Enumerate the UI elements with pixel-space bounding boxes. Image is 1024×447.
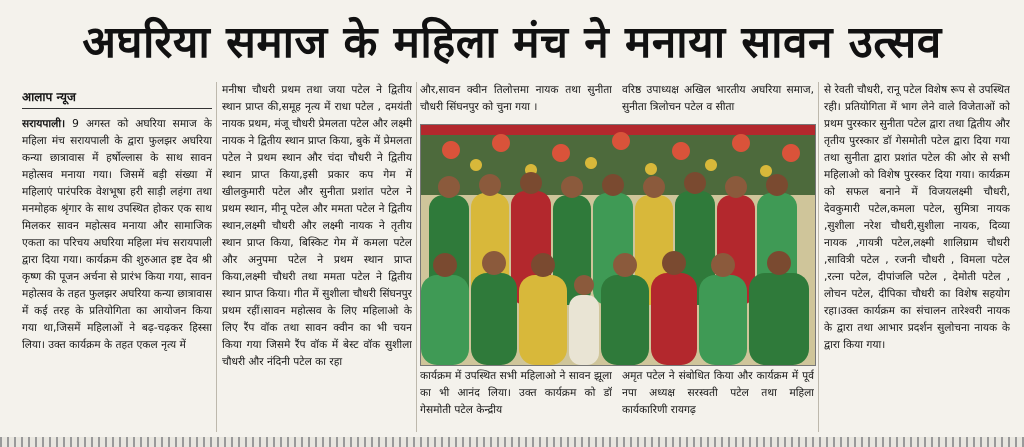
article-column-5: से रेवती चौधरी, रानू पटेल विशेष रूप से उपस्थित रही। प्रतियोगिता में भाग लेने वाले विजेताओं को प्रथम पुरस्कार सुनीता पटेल द्वारा तथा द्वितीय और तृतीय पुरस्कार डॉ गेसमोती पटेल द्वारा दिया गया तथा सुनीता द्वारा प्रशांत पटेल की ओर से सभी महिलाओ को विशेष पुरस्कर दिया गया। कार्यक्रम को सफल बनाने में विजयलक्ष्मी चौधरी, देवकुमारी पटेल,कमला पटेल, सुमित्रा नायक ,सुशीला नरेश चौधरी,सुशीला नायक, दिव्या नायक ,गायत्री पटेल,लक्ष्मी शालिग्राम चौधरी ,सावित्री पटेल , रजनी चौधरी , विमला पटेल ,रत्ना पटेल, दीपांजलि पटेल , देमोती पटेल , लोचन पटेल, दीपिका चौधरी का विशेष सहयोग रहा।उक्त कार्यक्रम का संचालन तारेश्वरी नायक के द्वारा तथा आभार प्रदर्शन सुलोचना नायक के द्वारा किया गया। <box>824 84 1010 351</box>
column-divider <box>216 82 217 432</box>
column-divider <box>818 82 819 432</box>
page-edge-rule <box>0 437 1024 447</box>
group-photo <box>420 124 816 366</box>
headline: अघरिया समाज के महिला मंच ने मनाया सावन उत्सव <box>82 17 942 68</box>
column-divider <box>416 82 417 432</box>
article-column-4-top: वरिष्ठ उपाध्यक्ष अखिल भारतीय अघरिया समाज, सुनीता त्रिलोचन पटेल व सीता <box>622 84 814 113</box>
article-column-3-top: और,सावन क्वीन तिलोत्तमा नायक तथा सुनीता चौधरी सिंघनपुर को चुना गया । <box>420 84 612 113</box>
group-photo-illustration <box>421 125 815 365</box>
article-column-1 <box>22 116 212 434</box>
dateline-place: सरायपाली। <box>22 118 66 130</box>
article-column-3-bottom: कार्यक्रम में उपस्थित सभी महिलाओ ने सावन झूला का भी आनंद लिया। उक्त कार्यक्रम को डॉ गेसमोती पटेल केन्द्रीय <box>420 370 612 416</box>
article-column-2: मनीषा चौधरी प्रथम तथा जया पटेल ने द्वितीय स्थान प्राप्त की,समूह नृत्य में राधा पटेल , दमयंती नायक प्रथम, मंजू चौधरी प्रेमलता पटेल और लक्ष्मी नायक ने द्वितीय स्थान प्राप्त किया, बुके में प्रेमलता पटेल ने प्रथम स्थान और चंदा चौधरी ने द्वितीय स्थान प्राप्त किया,इसी प्रकार कप गेम में खीलकुमारी पटेल और सुनीता प्रशांत पटेल ने प्रथम स्थान, मीनू पटेल और ममता पटेल ने द्वितीय स्थान,लक्ष्मी चौधरी और लक्ष्मी नायक ने तृतीय स्थान प्राप्त किया, बिस्किट गेम में कमला पटेल और अनुपमा पटेल ने प्रथम स्थान प्राप्त किया,लक्ष्मी चौधरी तथा ममता पटेल ने द्वितीय स्थान प्राप्त किया। गीत में सुशीला चौधरी सिंघनपुर प्रथम रहीं।सावन महोत्सव के लिए महिलाओ के लिए रैंप वॉक तथा सावन क्वीन का भी चयन किया गया जिसमे रैंप वॉक में बेस्ट वॉक सुशीला चौधरी और नंदिनी पटेल का रहा <box>222 84 412 368</box>
byline: आलाप न्यूज <box>22 88 212 109</box>
column-1-text: 9 अगस्त को अघरिया समाज के महिला मंच सरायपाली के द्वारा फुलझर अघरिया कन्या छात्रावास में हर्षोल्लास के साथ सावन महोत्सव मनाया गया। जिसमें बड़ी संख्या में महिलाएं पारंपरिक वेशभूषा हरी साड़ी लहंगा तथा मनमोहक श्रृंगार के साथ उपस्थित होकर एक साथ मिलकर सावन महोत्सव मनाया और सामाजिक एकता का परिचय अघरिया महिला मंच सरायपाली द्वारा दिया गया। कार्यक्रम की शुरुआत इष्ट देव श्री कृष्ण की पूजन अर्चना से प्रारंभ किया गया, सावन महोत्सव के तहत फुलझर अघरिया कन्या छात्रावास में कई तरह के प्रतियोगिता का आयोजन किया गया था,जिसमें महिलाओं ने बढ़-चढ़कर हिस्सा लिया। उक्त कार्यक्रम के तहत एकल नृत्य में <box>22 118 212 351</box>
article-column-4-bottom: अमृत पटेल ने संबोधित किया और कार्यक्रम में पूर्व नपा अध्यक्ष सरस्वती पटेल तथा महिला कार्यकारिणी रायगढ़ <box>622 370 814 416</box>
